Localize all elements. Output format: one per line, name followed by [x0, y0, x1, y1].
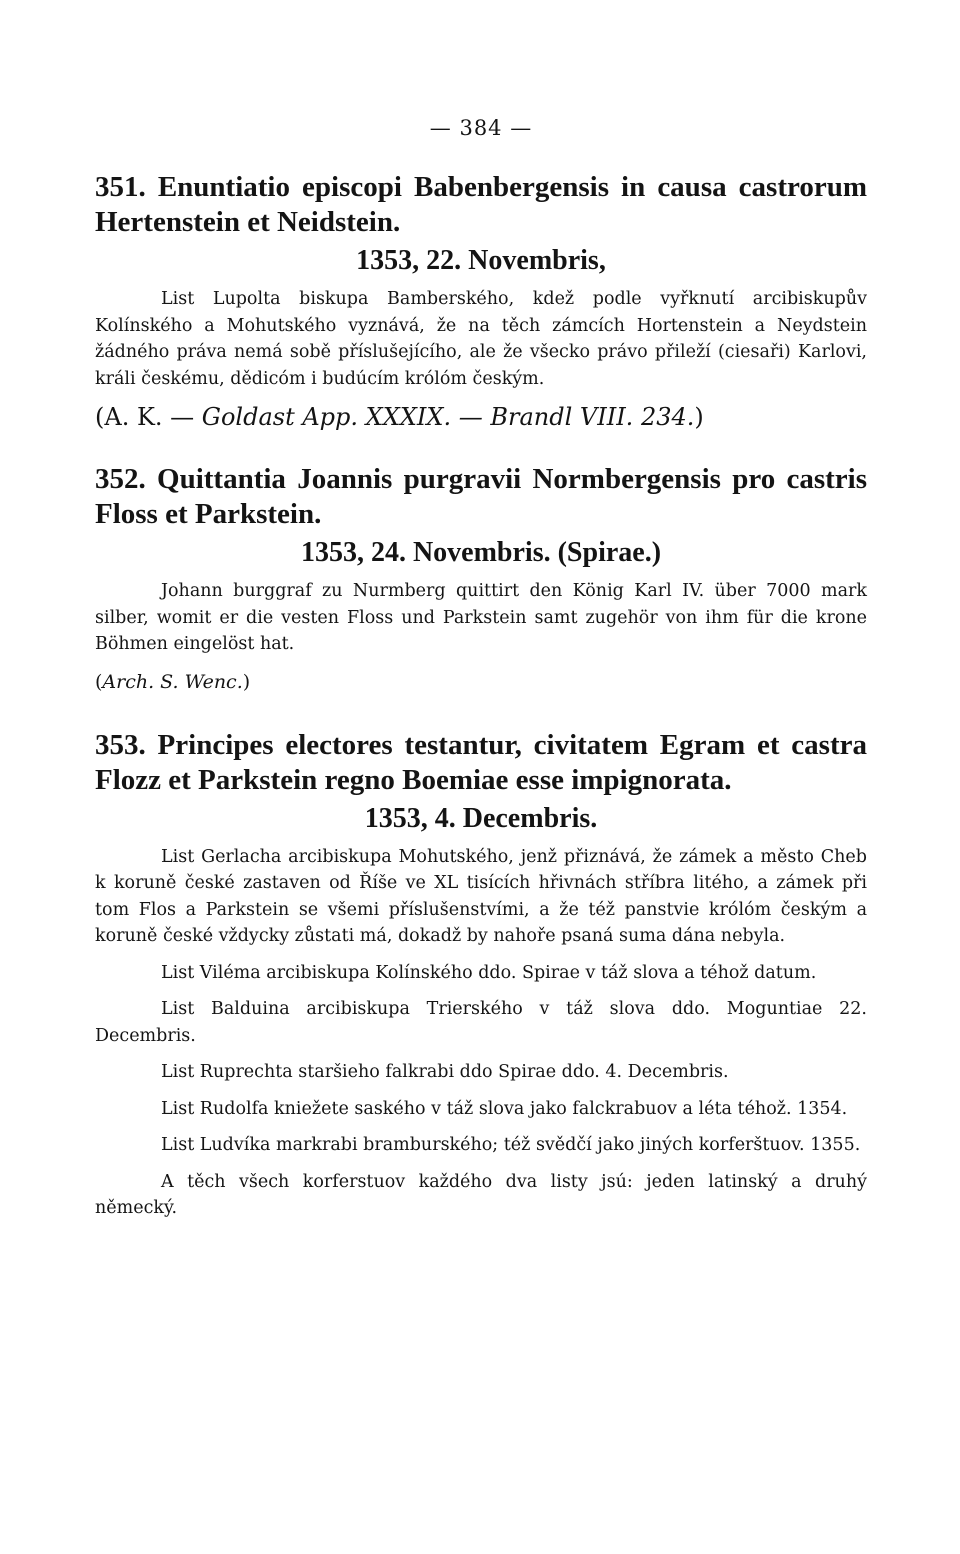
entry-date: 1353, 24. Novembris. (Spirae.)	[300, 537, 662, 568]
entry-title: 352. Quittantia Joannis purgravii Normbergensis pro castris Floss et Parkstein.	[95, 463, 867, 530]
entry-351	[95, 170, 867, 432]
entry-title: 353. Principes electores testantur, civitatem Egram et castra Flozz et Parkstein regno Boemiae esse impignorata.	[95, 728, 867, 796]
entry-paragraph: List Gerlacha arcibiskupa Mohutského, jenž přiznává, že zámek a město Cheb k koruně české zastaven od Říše ve XL tisících hřivnách stříbra litého, a zámek při tom Flos a Parkstein se všemi příslušenstvími, a že též panstvie królóm českým a koruně české vždycky zůstati má, dokadž by nahoře psaná suma dána nebyla.	[95, 846, 867, 946]
source-citation: Goldast App. XXXIX. — Brandl VIII. 234.	[201, 403, 695, 431]
entry-paragraph: List Lupolta biskupa Bamberského, kdež podle vyřknutí arcibiskupův Kolínského a Mohutského vyznává, že na těch zámcích Hortenstein a Neydstein žádného práva nemá sobě příslušejícího, ale že všecko právo přileží (ciesaři) Karlovi, králi českému, dědicóm i budúcím królóm českým.	[95, 289, 867, 389]
entry-paragraph: List Rudolfa kniežete saského v táž slova jako falckrabuov a léta téhož. 1354.	[161, 1098, 848, 1119]
entry-paragraph: A těch všech korferstuov každého dva listy jsú: jeden latinský a druhý německý.	[95, 1171, 867, 1218]
source-reference	[95, 668, 867, 696]
source-close: )	[242, 670, 251, 693]
entry-title: 351. Enuntiatio episcopi Babenbergensis in causa castrorum Hertenstein et Neidstein.	[95, 171, 867, 238]
entry-paragraph: List Viléma arcibiskupa Kolínského ddo. Spirae v táž slova a téhož datum.	[161, 962, 817, 983]
document-page	[95, 116, 867, 1222]
entry-paragraph: List Ludvíka markrabi bramburského; též svědčí jako jiných korferštuov. 1355.	[161, 1135, 861, 1155]
source-reference	[95, 402, 867, 432]
source-open: (A. K. —	[95, 403, 202, 431]
source-citation: Arch. S. Wenc.	[102, 670, 243, 693]
entry-353	[95, 728, 867, 1222]
entry-paragraph: List Balduina arcibiskupa Trierského v táž slova ddo. Moguntiae 22. Decembris.	[95, 999, 867, 1046]
entry-paragraph: List Ruprechta staršieho falkrabi ddo Spirae ddo. 4. Decembris.	[161, 1062, 729, 1082]
source-close: )	[694, 403, 704, 431]
entry-paragraph: Johann burggraf zu Nurmberg quittirt den König Karl IV. über 7000 mark silber, womit er die vesten Floss und Parkstein samt zugehör von ihm für die krone Böhmen eingelöst hat.	[95, 581, 867, 654]
page-number: — 384 —	[429, 116, 533, 140]
entry-date: 1353, 22. Novembris,	[356, 245, 606, 276]
entry-352	[95, 462, 867, 696]
entry-date: 1353, 4. Decembris.	[364, 802, 598, 834]
source-open: (	[95, 670, 103, 693]
